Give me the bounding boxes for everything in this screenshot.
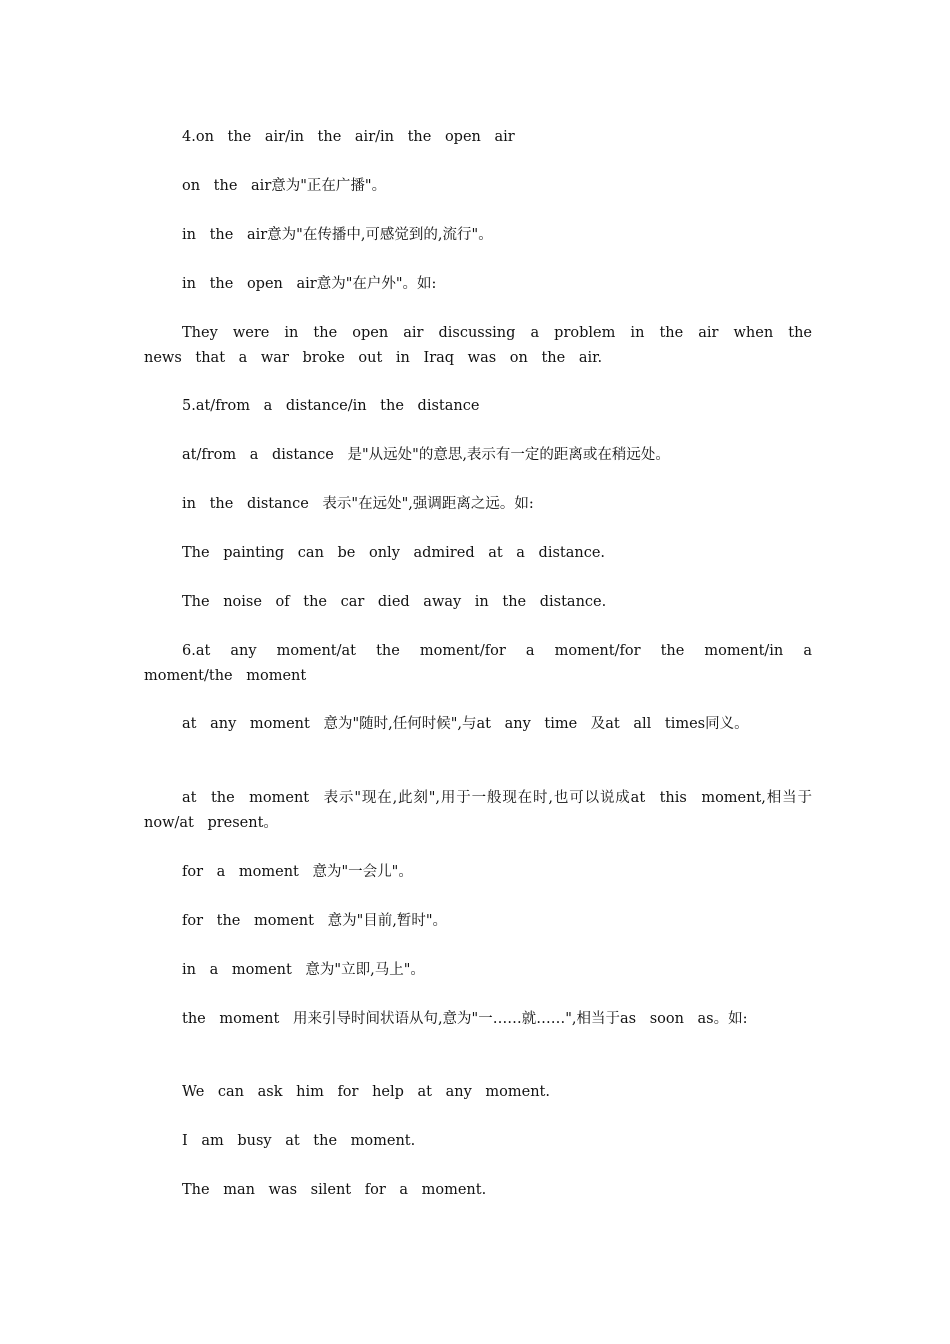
definition-for-a-moment: for a moment 意为"一会儿"。 (182, 864, 413, 880)
definition-at-any-moment: at any moment 意为"随时,任何时候",与at any time 及at all times同义。 (182, 716, 749, 732)
example-silent: The man was silent for a moment. (182, 1182, 487, 1198)
definition-in-the-distance: in the distance 表示"在远处",强调距离之远。如: (182, 496, 534, 512)
definition-for-the-moment: for the moment 意为"目前,暂时"。 (182, 913, 448, 929)
example-air: They were in the open air discussing a problem in the air when the news that a war broke out in Iraq was on the air. (144, 325, 812, 366)
example-ask-him: We can ask him for help at any moment. (182, 1084, 550, 1100)
heading-distance: 5.at/from a distance/in the distance (182, 398, 480, 414)
definition-the-moment: the moment 用来引导时间状语从句,意为"一……就……",相当于as soon as。如: (182, 1011, 748, 1027)
definition-on-the-air: on the air意为"正在广播"。 (182, 178, 387, 194)
definition-in-the-open-air: in the open air意为"在户外"。如: (182, 276, 437, 292)
heading-moment: 6.at any moment/at the moment/for a moment/for the moment/in a moment/the moment (144, 643, 812, 684)
heading-on-the-air: 4.on the air/in the air/in the open air (182, 129, 515, 145)
example-noise: The noise of the car died away in the distance. (182, 594, 607, 610)
example-busy: I am busy at the moment. (182, 1133, 416, 1149)
definition-in-the-air: in the air意为"在传播中,可感觉到的,流行"。 (182, 227, 493, 243)
example-painting: The painting can be only admired at a distance. (182, 545, 606, 561)
definition-at-the-moment: at the moment 表示"现在,此刻",用于一般现在时,也可以说成at this moment,相当于now/at present。 (144, 790, 812, 831)
definition-at-a-distance: at/from a distance 是"从远处"的意思,表示有一定的距离或在稍远处。 (182, 447, 670, 463)
definition-in-a-moment: in a moment 意为"立即,马上"。 (182, 962, 425, 978)
